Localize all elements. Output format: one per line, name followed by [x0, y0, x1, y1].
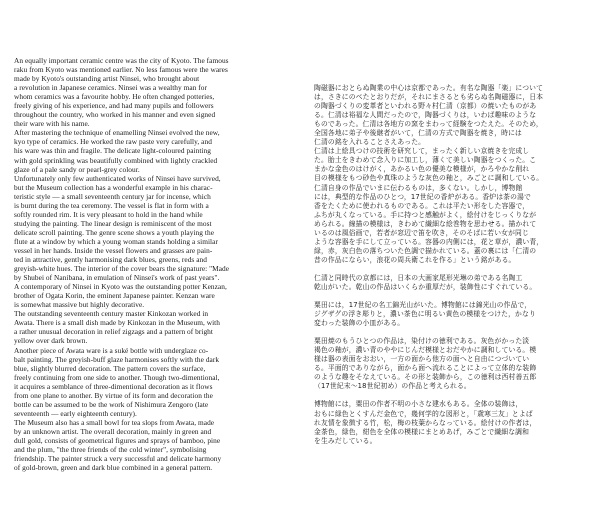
text-line: flute at a window by which a young woman stands holding a similar: [14, 236, 218, 246]
text-line: まかな金色のはけがく，あかるい色の優美な模様が，かろやかな削れ: [314, 165, 530, 174]
text-line: 香をたくために使われるものである。これは平たい形をした容器で，: [314, 201, 530, 210]
japanese-paragraph: [314, 400, 588, 445]
text-line: kyo type of ceramics. He worked the raw paste very carefully, and: [14, 137, 212, 147]
text-line: is somewhat massive but highly decorative.: [14, 300, 145, 310]
text-line: は，さきにのべたとおりだが，それにまさるとも劣らぬ名陶磁器に，日本: [314, 93, 544, 102]
english-paragraph: [14, 418, 292, 472]
text-line: には，典型的な作品のひとつ，17世紀の香炉がある。香炉は茶の湯で: [314, 192, 531, 201]
text-line: 乾山がいた。乾山の作品はいくらか重厚だが，装飾性にすぐれている。: [314, 282, 537, 291]
text-line: by an unknown artist. The overall decoration, mainly in green and: [14, 426, 212, 436]
text-line: おもに緑色とくすんだ金色で，幾何学的な図形と，「歳寒三友」とよば: [314, 409, 533, 418]
text-line: a rather unusual decoration in relief zigzags and a pattern of bright: [14, 327, 213, 337]
text-line: of gold-brown, green and dark blue combined in a general pattern.: [14, 463, 213, 473]
text-line: whom ceramics was a favourite hobby. He often changed potteries,: [14, 92, 215, 102]
text-line: ふちが丸くなっている。手に持つと感触がよく，絵付けをじっくりなが: [314, 210, 537, 219]
text-line: his ware was thin and fragile. The delicate light-coloured painting: [14, 146, 211, 156]
text-line: bottle can be assumed to be the work of Nishimura Zengoro (late: [14, 399, 209, 409]
text-line: た。胎土をきわめて念入りに加工し，薄くて美しい陶器をつくった。こ: [314, 156, 537, 165]
text-line: seventeenth — early eighteenth century).: [14, 408, 137, 418]
text-line: ted in attractive, gently harmonising dark blues, greens, reds and: [14, 255, 207, 265]
text-line: 博物館には，粟田の作者不明の小さな建水もある。全体の装飾は，: [314, 400, 523, 409]
text-line: る。平面的でありながら，面から面へ流れることによって立体的な装飾: [314, 364, 537, 373]
text-line: ジグザグの浮き彫りと，濃い茶色に明るい黄色の模様をつけた，かなり: [314, 310, 536, 319]
text-line: 粟田には，17世紀の名工錦光山がいた。博物館には錦光山の作品で，: [314, 301, 532, 310]
paragraph-gap: [314, 328, 588, 337]
english-paragraph: [14, 174, 292, 283]
text-line: it acquires a semblance of three-dimentional decoration as it flows: [14, 381, 213, 391]
text-line: blue, slightly blurred decoration. The pattern covers the surface,: [14, 363, 206, 373]
japanese-paragraph: [314, 337, 588, 391]
text-line: Another piece of Awata ware is a suké bottle with underglaze co-: [14, 345, 209, 355]
english-paragraph: [14, 346, 292, 418]
text-line: balt painting. The greyish-buff glaze harmonises softly with the dark: [14, 354, 220, 364]
japanese-paragraph: [314, 84, 588, 265]
text-line: 仁清は上絵具つけの技術を研究して，まったく新しい京焼きを完成し: [314, 147, 530, 156]
english-paragraph: [14, 128, 292, 173]
text-line: 様は器の表面をおおい，一方の面から他方の面へと自由につづいてい: [314, 355, 530, 364]
text-line: softly rounded rim. It is very pleasant to hold in the hand while: [14, 209, 203, 219]
text-line: a revolution in Japanese ceramics. Ninsei was a wealthy man for: [14, 83, 208, 93]
text-line: made by Kyoto's outstanding artist Ninsei, who brought about: [14, 74, 200, 84]
text-line: Awata. There is a small dish made by Kinkozan in the Museum, with: [14, 318, 220, 328]
text-line: ような容器を手にして立っている。容器の内側には，花と草が，濃い青，: [314, 237, 544, 246]
text-line: Unfortunately only few authenticated works of Ninsei have survived,: [14, 173, 221, 183]
text-line: but the Museum collection has a wonderful example in his charac-: [14, 182, 213, 192]
text-line: のような趣をそなえている。その形と装飾から，この徳利は西村善五郎: [314, 373, 537, 382]
text-line: る。仁清は裕福な人間だったので，陶器づくりは，いわば趣味のような: [314, 111, 537, 120]
text-line: の陶器づくりの変革者といわれる野々村仁清（京都）の焼いたものがあ: [314, 102, 537, 111]
text-line: glaze of a pale sandy or pearl-grey colour.: [14, 164, 140, 174]
text-line: brother of Ogata Korin, the eminent Japanese painter. Kenzan ware: [14, 291, 215, 301]
text-line: studying the painting. The linear design is reminiscent of the most: [14, 218, 212, 228]
text-line: 緑，赤，灰白色の落ちついた色調で描かれている。蓋の裏には「仁清の: [314, 246, 537, 255]
text-line: their ware with his name.: [14, 119, 90, 129]
text-line: （17世紀末〜18世紀初め）の作品と考えられる。: [314, 382, 471, 391]
text-line: freely continuing from one side to another. Though two-dimentional,: [14, 372, 220, 382]
text-line: An equally important ceramic centre was the city of Kyoto. The famous: [14, 56, 229, 65]
text-line: After mastering the technique of enamelling Ninsei evolved the new,: [14, 128, 220, 138]
text-line: yellow over dark brown.: [14, 336, 88, 346]
text-line: 褐色の釉が，濃い青のややにじんだ模様とおだやかに調和している。模: [314, 346, 537, 355]
english-paragraph: [14, 56, 292, 128]
text-line: with gold sprinkling was beautifully combined with lightly crackled: [14, 155, 218, 165]
text-line: 仁清自身の作品でいまに伝わるものは，多くない。しかし，博物館: [314, 183, 523, 192]
text-line: れ友情を象徴する竹，松，梅の枝葉からなっている。絵付けの作者は，: [314, 418, 537, 427]
text-line: を生みだしている。: [314, 436, 377, 445]
text-line: dull gold, consists of geometrical figures and sprays of bamboo, pine: [14, 435, 221, 445]
text-line: raku from Kyoto was mentioned earlier. No less famous were the wares: [14, 65, 228, 75]
text-line: throughout the country, who worked in his manner and even signed: [14, 110, 216, 120]
text-line: 目の模様をもつ砂色や真珠のような灰色の釉と，みごとに調和している。: [314, 174, 544, 183]
text-line: teristic style — a small seventeenth century jar for incense, which: [14, 191, 211, 201]
text-line: いるのは風俗画で，若者が窓辺で笛を吹き，そのそばに若い女が同じ: [314, 228, 529, 237]
text-line: められる。線描の模様は，きわめて繊細な絵巻物を思わせる。描かれて: [314, 219, 537, 228]
english-paragraph: [14, 282, 292, 309]
text-line: 変わった装飾の小皿がある。: [314, 319, 405, 328]
text-line: and the plum, "the three friends of the cold winter", symbolising: [14, 445, 207, 455]
text-line: The Museum also has a small bowl for tea slops from Awata, made: [14, 417, 215, 427]
text-line: 金茶色，緑色，紺色を全体の模様にまとめあげ，みごとで繊細な調和: [314, 427, 530, 436]
text-line: A contemporary of Ninsei in Kyoto was the outstanding potter Kenzan,: [14, 282, 227, 292]
japanese-paragraph: [314, 301, 588, 328]
text-line: 粟田焼のもうひとつの作品は，染付けの徳利である。灰色がかった淡: [314, 337, 530, 346]
text-line: 陶磁器におとらぬ陶業の中心は京都であった。有名な陶器「楽」について: [314, 84, 544, 92]
text-line: 全国各地に弟子や後継者がいて，仁清の方式で陶器を焼き，時には: [314, 129, 522, 138]
text-line: 仁清の銘を入れることさえあった。: [314, 138, 426, 147]
text-line: 昔の作品にならい，浪花の周兵衛これを作る」という銘がある。: [314, 255, 516, 264]
text-line: by Shubei of Nanibana, in emulation of Ninsei's work of past years".: [14, 273, 220, 283]
text-line: freely giving of his experience, and had many pupils and followers: [14, 101, 214, 111]
english-paragraph: [14, 309, 292, 345]
text-line: vessel in her hands. Inside the vessel flowers and grasses are pain-: [14, 245, 213, 255]
text-line: from one plane to another. By virtue of its form and decoration the: [14, 390, 213, 400]
text-line: friendship. The painter struck a very successful and delicate harmony: [14, 454, 222, 464]
japanese-text-column: [314, 84, 588, 446]
text-line: delicate scroll painting. The genre scene shows a youth playing the: [14, 227, 215, 237]
japanese-paragraph: [314, 274, 588, 292]
text-line: 仁清と同時代の京都には，日本の大画家尾形光琳の弟である名陶工: [314, 273, 523, 282]
text-line: is burnt during the tea ceremony. The vessel is flat in form with a: [14, 200, 209, 210]
text-line: greyish-white hues. The interior of the cover bears the signature: "Made: [14, 264, 230, 274]
english-text-column: [14, 56, 292, 472]
text-line: ものであった。仁清は各地方の窯をまわって経験をつたえた。そのため，: [314, 120, 543, 129]
text-line: The outstanding seventeenth century master Kinkozan worked in: [14, 309, 209, 319]
paragraph-gap: [314, 265, 588, 274]
paragraph-gap: [314, 292, 588, 301]
